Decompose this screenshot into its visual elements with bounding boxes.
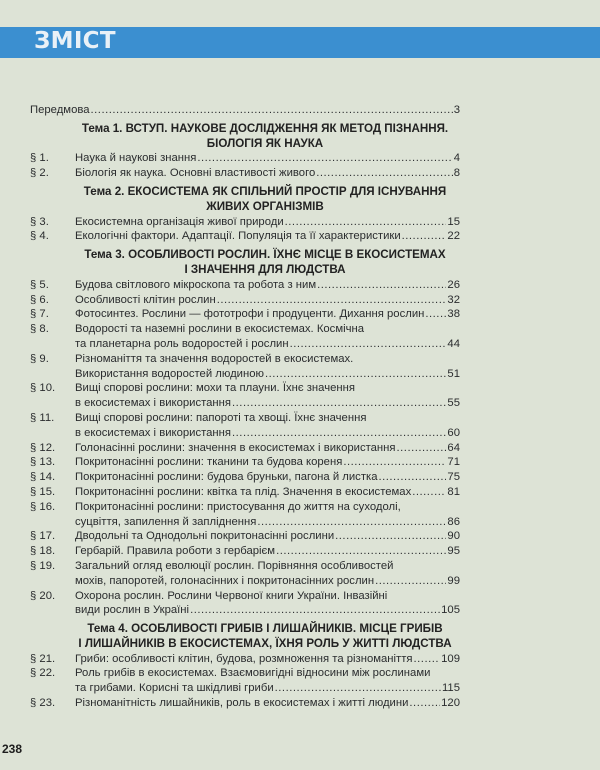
topic-heading-line: Тема 3. ОСОБЛИВОСТІ РОСЛИН. ЇХНЄ МІСЦЕ В ЕКОСИСТЕМАХ bbox=[84, 248, 446, 262]
toc-entry-label: Покритонасінні рослини: квітка та плід. Значення в екосистемах bbox=[75, 485, 412, 498]
dot-leader bbox=[335, 529, 446, 544]
section-number: § 18. bbox=[30, 545, 56, 558]
dot-leader bbox=[91, 103, 453, 118]
section-number: § 13. bbox=[30, 456, 56, 469]
topic-heading-line: ЖИВИХ ОРГАНІЗМІВ bbox=[206, 199, 324, 213]
section-number: § 10. bbox=[30, 382, 56, 395]
toc-page-number: 4 bbox=[453, 152, 460, 165]
toc-page-number: 105 bbox=[441, 604, 460, 617]
toc-entry-label: Роль грибів в екосистемах. Взаємовигідні відносини між рослинами bbox=[75, 667, 431, 680]
toc-page-number: 90 bbox=[447, 530, 460, 543]
toc-entry[interactable] bbox=[30, 411, 460, 441]
toc-entry[interactable] bbox=[30, 352, 460, 382]
topic-heading-line: І ЗНАЧЕННЯ ДЛЯ ЛЮДСТВА bbox=[184, 262, 346, 276]
toc-entry[interactable] bbox=[30, 322, 460, 352]
section-number: § 8. bbox=[30, 323, 49, 336]
toc-page-number: 81 bbox=[447, 485, 460, 498]
section-number: § 17. bbox=[30, 530, 56, 543]
toc-entry[interactable] bbox=[30, 441, 460, 456]
toc-entry-label: Використання водоростей людиною bbox=[75, 367, 264, 380]
toc-entry-label: Охорона рослин. Рослини Червоної книги України. Інвазійні bbox=[75, 589, 388, 602]
toc-page-number: 38 bbox=[447, 308, 460, 321]
page-number: 238 bbox=[2, 742, 23, 756]
dot-leader bbox=[257, 515, 446, 530]
toc-page-number: 15 bbox=[447, 215, 460, 228]
toc-entry-label: Особливості клітин рослин bbox=[75, 293, 216, 306]
toc-entry-label: Загальний огляд еволюції рослин. Порівняння особливостей bbox=[75, 559, 394, 572]
section-number: § 12. bbox=[30, 441, 56, 454]
toc-entry[interactable] bbox=[30, 166, 460, 181]
section-number: § 19. bbox=[30, 559, 56, 572]
topic-heading-line: І ЛИШАЙНИКІВ В ЕКОСИСТЕМАХ, ЇХНЯ РОЛЬ У ЖИТТІ ЛЮДСТВА bbox=[78, 636, 452, 650]
toc-entry-label: Водорості та наземні рослини в екосистемах. Космічна bbox=[75, 323, 365, 336]
toc-page-number: 51 bbox=[447, 367, 460, 380]
toc-entry[interactable] bbox=[30, 293, 460, 308]
toc-entry[interactable] bbox=[30, 278, 460, 293]
toc-entry[interactable] bbox=[30, 529, 460, 544]
toc-page-number: 109 bbox=[441, 652, 460, 665]
dot-leader bbox=[397, 441, 447, 456]
section-number: § 2. bbox=[30, 167, 49, 180]
toc-page-number: 99 bbox=[447, 574, 460, 587]
toc-entry-label: Голонасінні рослини: значення в екосистемах і використання bbox=[75, 441, 396, 454]
toc-page-number: 60 bbox=[447, 426, 460, 439]
topic-heading-line: Тема 4. ОСОБЛИВОСТІ ГРИБІВ І ЛИШАЙНИКІВ. МІСЦЕ ГРИБІВ bbox=[87, 622, 443, 636]
toc-page-number: 115 bbox=[441, 682, 460, 695]
topic-heading bbox=[30, 622, 460, 652]
dot-leader bbox=[276, 544, 446, 559]
topic-heading-line: БІОЛОГІЯ ЯК НАУКА bbox=[206, 136, 324, 150]
toc-entry-label: Різноманітність лишайників, роль в екосистемах і житті людини bbox=[75, 697, 409, 710]
toc-entry-label: Покритонасінні рослини: будова бруньки, пагона й листка bbox=[75, 471, 378, 484]
toc-entry[interactable] bbox=[30, 307, 460, 322]
toc-entry-label: Вищі спорові рослини: мохи та плауни. Їхнє значення bbox=[75, 382, 355, 395]
toc-entry-label: та планетарна роль водоростей і рослин bbox=[75, 337, 289, 350]
toc-entry-label: Будова світлового мікроскопа та робота з ним bbox=[75, 278, 317, 291]
dot-leader bbox=[409, 696, 440, 711]
section-number: § 15. bbox=[30, 485, 56, 498]
dot-leader bbox=[290, 337, 447, 352]
toc-entry-label: Гриби: особливості клітин, будова, розмноження та різноманіття bbox=[75, 652, 413, 665]
toc-entry-label: Покритонасінні рослини: пристосування до життя на суходолі, bbox=[75, 500, 401, 513]
dot-leader bbox=[316, 166, 452, 181]
toc-page-number: 26 bbox=[447, 278, 460, 291]
toc-entry[interactable] bbox=[30, 470, 460, 485]
dot-leader bbox=[378, 470, 446, 485]
toc-page-number: 32 bbox=[447, 293, 460, 306]
dot-leader bbox=[232, 426, 446, 441]
toc-entry[interactable] bbox=[30, 544, 460, 559]
toc-entry[interactable] bbox=[30, 589, 460, 619]
dot-leader bbox=[375, 574, 446, 589]
dot-leader bbox=[317, 278, 446, 293]
page-title: ЗМІСТ bbox=[34, 28, 116, 54]
toc-entry-label: мохів, папоротей, голонасінних і покритонасінних рослин bbox=[75, 574, 375, 587]
toc-page-number: 55 bbox=[447, 397, 460, 410]
section-number: § 16. bbox=[30, 500, 56, 513]
toc-entry-label: та грибами. Корисні та шкідливі гриби bbox=[75, 682, 274, 695]
section-number: § 23. bbox=[30, 697, 56, 710]
toc-entry-intro[interactable] bbox=[30, 103, 460, 118]
toc-page-number: 120 bbox=[441, 697, 460, 710]
toc-page-number: 8 bbox=[453, 167, 460, 180]
toc-entry-label: Екосистемна організація живої природи bbox=[75, 215, 284, 228]
toc-entry[interactable] bbox=[30, 652, 460, 667]
toc-page-number: 75 bbox=[447, 471, 460, 484]
toc-entry[interactable] bbox=[30, 229, 460, 244]
section-number: § 20. bbox=[30, 589, 56, 602]
section-number: § 9. bbox=[30, 352, 49, 365]
topic-heading bbox=[30, 248, 460, 278]
section-number: § 4. bbox=[30, 230, 49, 243]
section-number: § 21. bbox=[30, 652, 56, 665]
toc-page-number: 71 bbox=[447, 456, 460, 469]
dot-leader bbox=[412, 485, 446, 500]
dot-leader bbox=[343, 455, 446, 470]
section-number: § 3. bbox=[30, 215, 49, 228]
toc-entry-label: Дводольні та Однодольні покритонасінні рослини bbox=[75, 530, 335, 543]
toc-entry-label: Наука й наукові знання bbox=[75, 152, 197, 165]
toc-entry-label: в екосистемах і використання bbox=[75, 397, 232, 410]
topic-heading-line: Тема 1. ВСТУП. НАУКОВЕ ДОСЛІДЖЕННЯ ЯК МЕТОД ПІЗНАННЯ. bbox=[81, 121, 449, 135]
topic-heading bbox=[30, 185, 460, 215]
section-number: § 7. bbox=[30, 308, 49, 321]
toc-entry-label: Вищі спорові рослини: папороті та хвощі. Їхнє значення bbox=[75, 411, 367, 424]
toc-entry[interactable] bbox=[30, 485, 460, 500]
dot-leader bbox=[414, 652, 441, 667]
section-number: § 6. bbox=[30, 293, 49, 306]
toc-entry-label: Різноманіття та значення водоростей в екосистемах. bbox=[75, 352, 354, 365]
dot-leader bbox=[265, 367, 446, 382]
toc-entry-label: Екологічні фактори. Адаптації. Популяція та її характеристики bbox=[75, 230, 401, 243]
toc-entry[interactable] bbox=[30, 215, 460, 230]
toc-page-number: 95 bbox=[447, 545, 460, 558]
dot-leader bbox=[402, 229, 447, 244]
toc-entry-label: суцвіття, запилення й запліднення bbox=[75, 515, 257, 528]
dot-leader bbox=[197, 151, 452, 166]
dot-leader bbox=[275, 681, 441, 696]
dot-leader bbox=[217, 293, 447, 308]
toc-page-number: 86 bbox=[447, 515, 460, 528]
section-number: § 22. bbox=[30, 667, 56, 680]
toc-entry-label: Покритонасінні рослини: тканини та будова кореня bbox=[75, 456, 343, 469]
toc-entry[interactable] bbox=[30, 666, 460, 696]
toc-entry[interactable] bbox=[30, 500, 460, 530]
section-number: § 1. bbox=[30, 152, 49, 165]
toc-page-number: 64 bbox=[447, 441, 460, 454]
toc-page-number: 22 bbox=[447, 230, 460, 243]
toc-entry[interactable] bbox=[30, 381, 460, 411]
dot-leader bbox=[285, 215, 447, 230]
section-number: § 11. bbox=[30, 411, 55, 424]
section-number: § 14. bbox=[30, 471, 56, 484]
toc-entry[interactable] bbox=[30, 151, 460, 166]
dot-leader bbox=[425, 307, 446, 322]
toc-page-number: 3 bbox=[453, 104, 460, 116]
section-number: § 5. bbox=[30, 278, 49, 291]
table-of-contents bbox=[30, 103, 460, 711]
topic-heading-line: Тема 2. ЕКОСИСТЕМА ЯК СПІЛЬНИЙ ПРОСТІР ДЛЯ ІСНУВАННЯ bbox=[83, 184, 447, 198]
toc-entry-label: види рослин в Україні bbox=[75, 604, 190, 617]
toc-entry[interactable] bbox=[30, 696, 460, 711]
toc-entry-label: Передмова bbox=[30, 104, 90, 116]
topic-heading bbox=[30, 122, 460, 152]
toc-page-number: 44 bbox=[447, 337, 460, 350]
toc-entry-label: Гербарій. Правила роботи з гербарієм bbox=[75, 545, 276, 558]
toc-entry-label: Фотосинтез. Рослини — фототрофи і продуценти. Дихання рослин bbox=[75, 308, 425, 321]
toc-entry[interactable] bbox=[30, 455, 460, 470]
toc-entry-label: Біологія як наука. Основні властивості живого bbox=[75, 167, 316, 180]
toc-entry-label: в екосистемах і використання bbox=[75, 426, 232, 439]
header-band bbox=[0, 27, 600, 58]
dot-leader bbox=[232, 396, 446, 411]
toc-entry[interactable] bbox=[30, 559, 460, 589]
dot-leader bbox=[190, 603, 440, 618]
